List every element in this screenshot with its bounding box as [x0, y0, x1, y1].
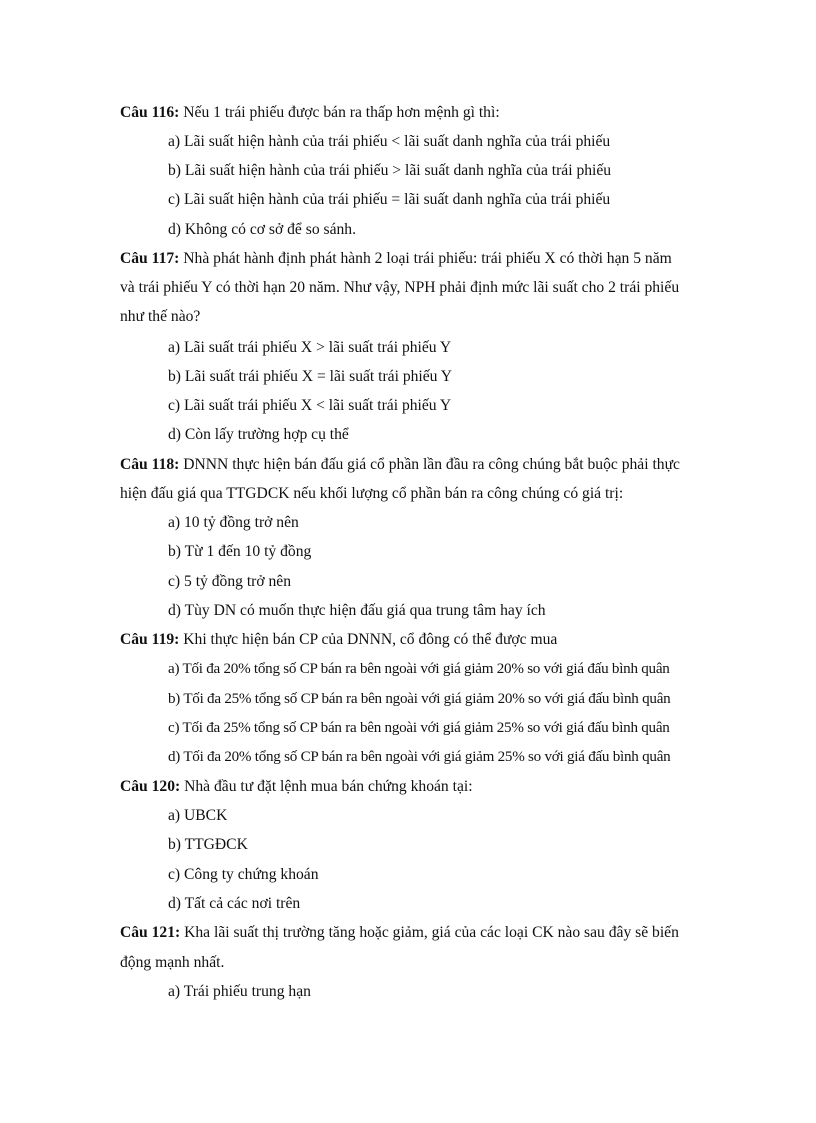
question-number: Câu 119:	[120, 631, 180, 648]
option-116-b: b) Lãi suất hiện hành của trái phiếu > lãi suất danh nghĩa của trái phiếu	[168, 162, 612, 179]
question-text: Kha lãi suất thị trường tăng hoặc giảm, giá của các loại CK nào sau đây sẽ biến	[184, 924, 679, 941]
question-number: Câu 118:	[120, 456, 180, 473]
option-119-b: b) Tối đa 25% tổng số CP bán ra bên ngoài với giá giảm 20% so với giá đấu bình quân	[168, 691, 671, 707]
option-117-a: a) Lãi suất trái phiếu X > lãi suất trái phiếu Y	[168, 339, 452, 356]
question-text: Nếu 1 trái phiếu được bán ra thấp hơn mệnh gì thì:	[183, 104, 500, 121]
option-117-d: d) Còn lấy trường hợp cụ thể	[168, 426, 349, 443]
question-number: Câu 116:	[120, 104, 180, 121]
question-116-line-1	[120, 103, 500, 123]
option-117-c: c) Lãi suất trái phiếu X < lãi suất trái phiếu Y	[168, 397, 452, 414]
option-120-c: c) Công ty chứng khoán	[168, 866, 319, 883]
option-116-a: a) Lãi suất hiện hành của trái phiếu < lãi suất danh nghĩa của trái phiếu	[168, 133, 611, 150]
question-text: Nhà phát hành định phát hành 2 loại trái phiếu: trái phiếu X có thời hạn 5 năm	[183, 250, 672, 267]
question-119-line-1	[120, 630, 557, 650]
question-121-line-2: động mạnh nhất.	[120, 954, 225, 971]
question-121-line-1	[120, 923, 679, 943]
option-120-b: b) TTGĐCK	[168, 836, 248, 853]
question-text: Nhà đầu tư đặt lệnh mua bán chứng khoán tại:	[184, 778, 473, 795]
question-number: Câu 120:	[120, 778, 181, 795]
question-117-line-1	[120, 249, 672, 269]
option-119-d: d) Tối đa 20% tổng số CP bán ra bên ngoài với giá giảm 25% so với giá đấu bình quân	[168, 749, 671, 765]
question-120-line-1	[120, 777, 473, 797]
option-118-c: c) 5 tỷ đồng trở nên	[168, 573, 292, 590]
option-116-c: c) Lãi suất hiện hành của trái phiếu = lãi suất danh nghĩa của trái phiếu	[168, 191, 611, 208]
question-text: Khi thực hiện bán CP của DNNN, cổ đông có thể được mua	[183, 631, 558, 648]
option-118-b: b) Từ 1 đến 10 tỷ đồng	[168, 543, 312, 560]
question-text: DNNN thực hiện bán đấu giá cổ phần lần đầu ra công chúng bắt buộc phải thực	[183, 456, 680, 473]
question-118-line-2: hiện đấu giá qua TTGDCK nếu khối lượng cổ phần bán ra công chúng có giá trị:	[120, 485, 624, 502]
option-120-a: a) UBCK	[168, 807, 228, 824]
option-119-a: a) Tối đa 20% tổng số CP bán ra bên ngoài với giá giảm 20% so với giá đấu bình quân	[168, 661, 670, 677]
question-number: Câu 117:	[120, 250, 180, 267]
option-117-b: b) Lãi suất trái phiếu X = lãi suất trái phiếu Y	[168, 368, 453, 385]
question-118-line-1	[120, 455, 680, 475]
option-120-d: d) Tất cả các nơi trên	[168, 895, 301, 912]
option-118-a: a) 10 tỷ đồng trở nên	[168, 514, 299, 531]
option-118-d: d) Tùy DN có muốn thực hiện đấu giá qua trung tâm hay ích	[168, 602, 546, 619]
option-121-a: a) Trái phiếu trung hạn	[168, 983, 311, 1000]
option-116-d: d) Không có cơ sở để so sánh.	[168, 221, 356, 238]
question-number: Câu 121:	[120, 924, 181, 941]
option-119-c: c) Tối đa 25% tổng số CP bán ra bên ngoài với giá giảm 25% so với giá đấu bình quân	[168, 720, 670, 736]
question-117-line-2: và trái phiếu Y có thời hạn 20 năm. Như vậy, NPH phải định mức lãi suất cho 2 trái phiếu	[120, 279, 680, 296]
question-117-line-3: như thế nào?	[120, 308, 201, 325]
